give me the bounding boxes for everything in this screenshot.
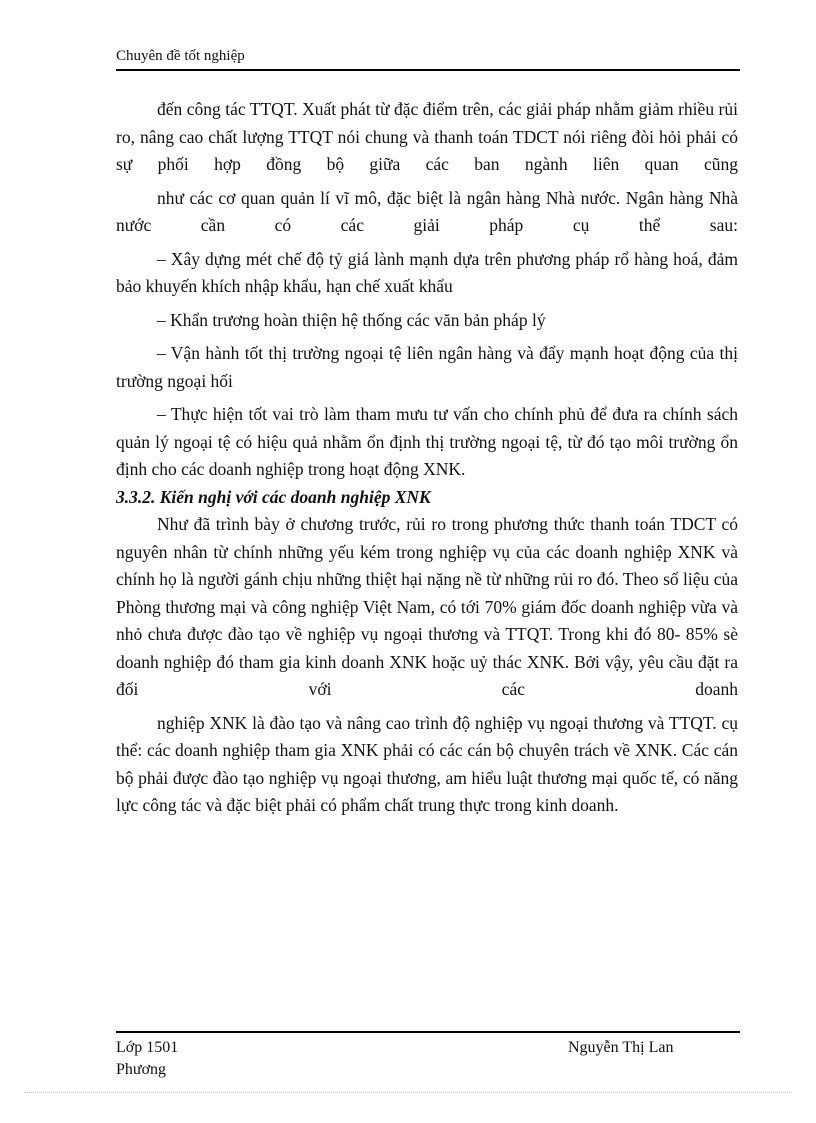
footer-author-name-continued: Phương [116, 1061, 167, 1078]
footer-left [116, 1037, 178, 1081]
section-heading: 3.3.2. Kiến nghị với các doanh nghiệp XNK [116, 486, 431, 507]
bullet-interbank-market: – Vận hành tốt thị trường ngoại tệ liên ngân hàng và đẩy mạnh hoạt động của thị trường ngoại hối [116, 343, 738, 391]
bullet-legal-documents: – Khẩn trương hoàn thiện hệ thống các văn bản pháp lý [157, 309, 546, 330]
paragraph-2: như các cơ quan quản lí vĩ mô, đặc biệt là ngân hàng Nhà nước. Ngân hàng Nhà nước cần có các giải pháp cụ thể sau: [116, 187, 738, 235]
footer-class-label: Lớp 1501 [116, 1039, 179, 1056]
header-rule [116, 69, 740, 71]
bullet-advisory-role: – Thực hiện tốt vai trò làm tham mưu tư vấn cho chính phủ để đưa ra chính sách quản lý ngoại tệ có hiệu quả nhằm ổn định thị trường ngoại tệ, từ đó tạo môi trường ổn định cho các doanh nghiệp trong hoạt động XNK. [116, 404, 738, 479]
bullet-exchange-rate: – Xây dựng mét chế độ tỷ giá lành mạnh dựa trên phương pháp rổ hàng hoá, đảm bảo khuyến khích nhập khẩu, hạn chế xuất khẩu [116, 248, 738, 296]
page-header-title: Chuyên đề tốt nghiệp [116, 48, 245, 64]
footer-author-name: Nguyễn Thị Lan [568, 1039, 674, 1056]
paragraph-3: Như đã trình bày ở chương trước, rủi ro trong phương thức thanh toán TDCT có nguyên nhân từ chính những yếu kém trong nghiệp vụ của các doanh nghiệp XNK và chính họ là người gánh chịu những thiệt hại nặng nề từ những rủi ro đó. Theo số liệu của Phòng thương mại và công nghiệp Việt Nam, có tới 70% giám đốc doanh nghiệp vừa và nhỏ chưa được đào tạo về nghiệp vụ ngoại thương và TTQT. Trong khi đó 80- 85% sè doanh nghiệp đó tham gia kinh doanh XNK hoặc uỷ thác XNK. Bởi vậy, yêu cầu đặt ra đối với các doanh [116, 514, 738, 699]
document-body [116, 96, 738, 820]
footer-rule [116, 1031, 740, 1033]
paragraph-4: nghiệp XNK là đào tạo và nâng cao trình độ nghiệp vụ ngoại thương và TTQT. cụ thể: các doanh nghiệp tham gia XNK phải có các cán bộ chuyên trách về XNK. Các cán bộ phải được đào tạo nghiệp vụ ngoại thương, am hiểu luật thương mại quốc tế, có năng lực công tác và đặc biệt phải có phẩm chất trung thực trong kinh doanh. [116, 712, 738, 815]
page-bottom-divider [24, 1092, 792, 1093]
paragraph-1: đến công tác TTQT. Xuất phát từ đặc điểm trên, các giải pháp nhằm giảm rhiều rủi ro, nâng cao chất lượng TTQT nói chung và thanh toán TDCT nói riêng đòi hỏi phải có sự phối hợp đồng bộ giữa các ban ngành liên quan cũng [116, 99, 738, 174]
